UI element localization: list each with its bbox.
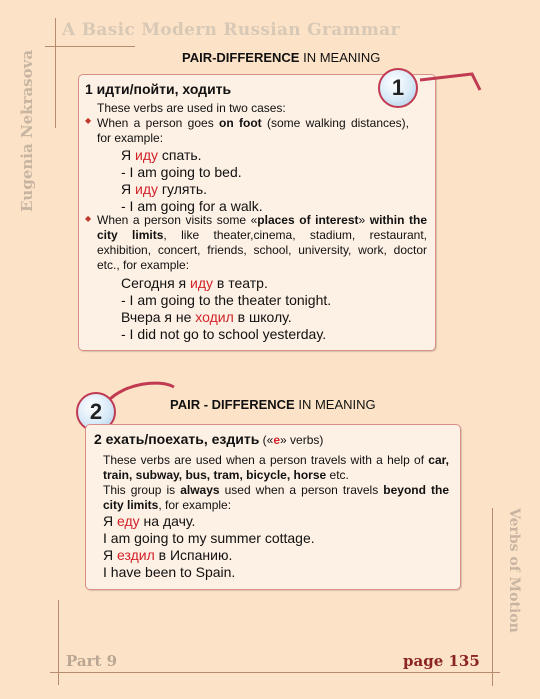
section1-heading (182, 50, 380, 65)
section1-case2: When a person visits some «places of interest» within the city limits, like theater,cinema, stadium, restaurant, exhibition, concert, friends, school, university, work, doctor etc., for example: (97, 213, 428, 272)
section2-badge: 2 (76, 392, 116, 432)
frame-line-top (45, 46, 135, 47)
section2-verb-title: 2 ехать/поехать, ездить («е» verbs) (94, 431, 324, 447)
page-number: page 135 (403, 652, 480, 670)
section1-example1-1: Я иду спать. (121, 147, 202, 163)
part-label: Part 9 (66, 652, 118, 670)
section1-example2-4: - I did not go to school yesterday. (121, 326, 327, 342)
section1-example2-1: Сегодня я иду в театр. (121, 275, 268, 291)
section2-example-2: I am going to my summer cottage. (103, 530, 315, 546)
frame-line-bottom (50, 672, 500, 673)
section2-paragraph2: This group is always used when a person travels beyond the city limits, for example: (103, 483, 449, 512)
section1-badge: 1 (378, 68, 418, 108)
section2-heading-rest: IN MEANING (294, 397, 376, 412)
section1-example1-4: - I am going for a walk. (121, 198, 263, 214)
section2-example-4: I have been to Spain. (103, 564, 236, 580)
section2-example-1: Я еду на дачу. (103, 513, 196, 529)
author-name: Eugenia Nekrasova (18, 49, 36, 212)
book-title: A Basic Modern Russian Grammar (62, 20, 400, 40)
frame-line-right (492, 508, 493, 686)
section1-example1-3: Я иду гулять. (121, 181, 208, 197)
section1-heading-bold: PAIR-DIFFERENCE (182, 50, 300, 65)
section1-case1: When a person goes on foot (some walking distances), for example: (97, 116, 409, 145)
section1-example1-2: - I am going to bed. (121, 164, 242, 180)
section2-heading (170, 397, 376, 412)
section1-verb-title: 1 идти/пойти, ходить (85, 81, 232, 97)
bullet-icon: ◆ (85, 116, 92, 125)
section2-heading-bold: PAIR - DIFFERENCE (170, 397, 295, 412)
section2-example-3: Я ездил в Испанию. (103, 547, 233, 563)
chapter-side-label: Verbs of Motion (506, 508, 522, 633)
section2-box (85, 424, 461, 590)
bullet-icon: ◆ (85, 214, 92, 223)
frame-line-left (55, 18, 56, 128)
section1-heading-rest: IN MEANING (299, 50, 381, 65)
section1-example2-2: - I am going to the theater tonight. (121, 292, 332, 308)
section1-example2-3: Вчера я не ходил в школу. (121, 309, 292, 325)
section2-paragraph1: These verbs are used when a person travels with a help of car, train, subway, bus, tram, bicycle, horse etc. (103, 453, 449, 482)
section1-intro: These verbs are used in two cases: (97, 101, 286, 115)
